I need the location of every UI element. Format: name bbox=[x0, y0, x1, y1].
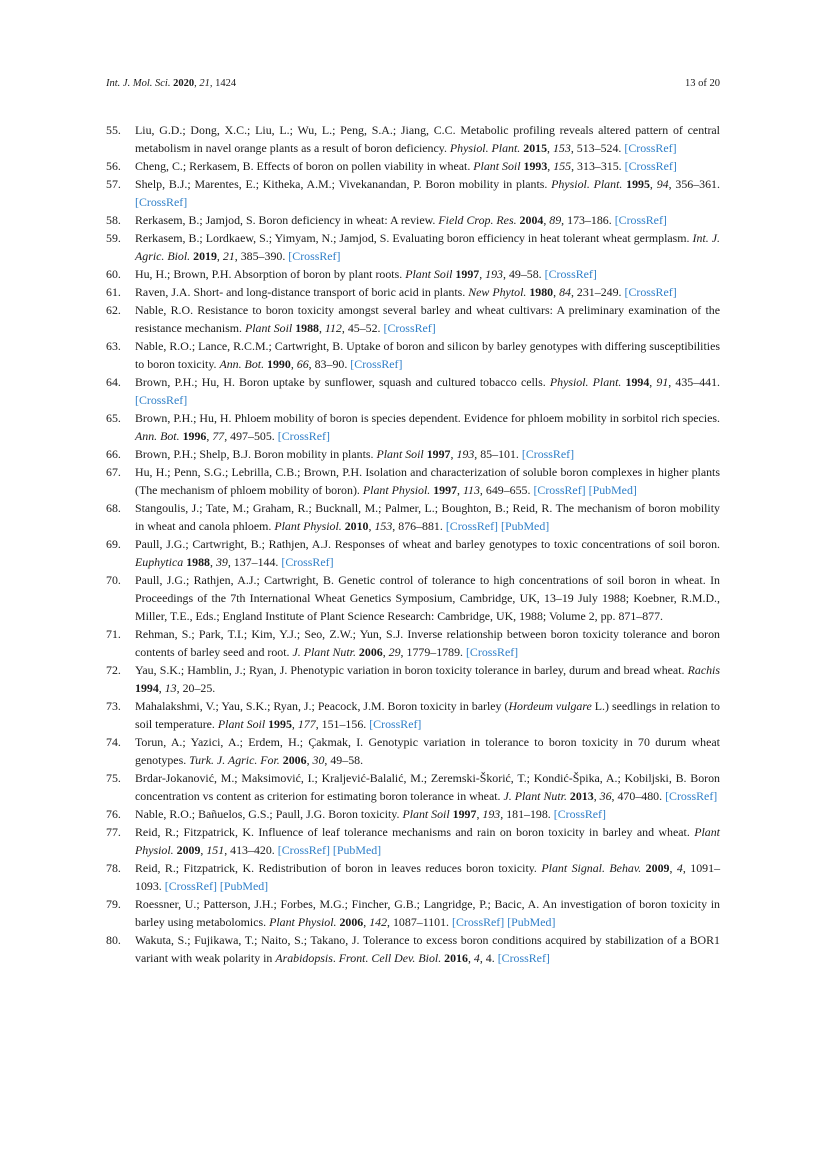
reference-pages: 49–58. bbox=[508, 267, 542, 281]
reference-item bbox=[106, 571, 720, 625]
reference-pages: 231–249. bbox=[576, 285, 622, 299]
reference-journal: Euphytica bbox=[135, 555, 184, 569]
crossref-link[interactable]: [CrossRef] bbox=[497, 951, 550, 965]
reference-year: 2009 bbox=[645, 861, 670, 875]
reference-pages: 49–58. bbox=[330, 753, 364, 767]
page-header bbox=[106, 76, 720, 92]
pubmed-link[interactable]: [PubMed] bbox=[219, 879, 269, 893]
reference-journal: Plant Soil bbox=[473, 159, 521, 173]
reference-item: 67. Hu, H.; Penn, S.G.; Lebrilla, C.B.; Brown, P.H. Isolation and characterization of soluble boron complexes in higher plants (The mechanism of phloem mobility of boron). Plant Physiol. 1997, 113, 649–655. [CrossRef] [PubMed] bbox=[106, 465, 720, 497]
reference-item: 63. Nable, R.O.; Lance, R.C.M.; Cartwright, B. Uptake of boron and silicon by barley genotypes with differing susceptibilities to boron toxicity. Ann. Bot. 1990, 66, 83–90. [CrossRef] bbox=[106, 339, 720, 371]
reference-text: Shelp, B.J.; Marentes, E.; Kitheka, A.M.; Vivekanandan, P. Boron mobility in plants. bbox=[135, 177, 548, 191]
reference-number: 61. bbox=[106, 285, 121, 299]
reference-text: Yau, S.K.; Hamblin, J.; Ryan, J. Phenotypic variation in boron toxicity tolerance in barley, durum and bread wheat. bbox=[135, 663, 685, 677]
reference-item: 65. Brown, P.H.; Hu, H. Phloem mobility of boron is species dependent. Evidence for phloem mobility in sorbitol rich species. Ann. Bot. 1996, 77, 497–505. [CrossRef] bbox=[106, 411, 720, 443]
reference-pages: 1087–1101. bbox=[392, 915, 450, 929]
reference-journal: Plant Physiol. bbox=[362, 483, 431, 497]
reference-year: 2006 bbox=[358, 645, 383, 659]
reference-item: 71. Rehman, S.; Park, T.I.; Kim, Y.J.; Seo, Z.W.; Yun, S.J. Inverse relationship between boron toxicity tolerance and boron contents of barley seed and root. J. Plant Nutr. 2006, 29, 1779–1789. [CrossRef] bbox=[106, 627, 720, 659]
reference-pages: 513–524. bbox=[576, 141, 622, 155]
crossref-link[interactable]: [CrossRef] bbox=[445, 519, 499, 533]
reference-volume: 142 bbox=[369, 915, 388, 929]
header-volume: 21 bbox=[199, 78, 210, 89]
crossref-link[interactable]: [CrossRef] bbox=[350, 357, 403, 371]
reference-volume: 153 bbox=[374, 519, 393, 533]
reference-number: 65. bbox=[106, 411, 121, 425]
reference-volume: 84 bbox=[559, 285, 571, 299]
reference-pages: 649–655. bbox=[485, 483, 531, 497]
crossref-link[interactable]: [CrossRef] bbox=[288, 249, 341, 263]
reference-pages: 1779–1789. bbox=[406, 645, 463, 659]
crossref-link[interactable]: [CrossRef] bbox=[521, 447, 575, 461]
reference-text: Brown, P.H.; Hu, H. Phloem mobility of boron is species dependent. Evidence for phloem mobility in sorbitol rich species. bbox=[135, 411, 720, 425]
crossref-link[interactable]: [CrossRef] bbox=[553, 807, 606, 821]
reference-year: 2006 bbox=[282, 753, 307, 767]
reference-text: Raven, J.A. Short- and long-distance transport of boric acid in plants. bbox=[135, 285, 466, 299]
reference-item: 55. Liu, G.D.; Dong, X.C.; Liu, L.; Wu, L.; Peng, S.A.; Jiang, C.C. Metabolic profiling reveals altered pattern of central metabolism in navel orange plants as a result of boron deficiency. Physiol. Plant. 2015, 153, 513–524. [CrossRef] bbox=[106, 123, 720, 155]
reference-volume: 94 bbox=[656, 177, 669, 191]
crossref-link[interactable]: [CrossRef] bbox=[624, 159, 677, 173]
reference-volume: 36 bbox=[599, 789, 612, 803]
reference-pages: 173–186. bbox=[567, 213, 612, 227]
crossref-link[interactable]: [CrossRef] bbox=[624, 141, 677, 155]
reference-volume: 29 bbox=[388, 645, 401, 659]
reference-volume: 4 bbox=[473, 951, 480, 965]
reference-year: 1997 bbox=[455, 267, 480, 281]
reference-volume: 193 bbox=[485, 267, 503, 281]
reference-number: 73. bbox=[106, 699, 121, 713]
crossref-link[interactable]: [CrossRef] bbox=[383, 321, 436, 335]
reference-text: Torun, A.; Yazici, A.; Erdem, H.; Çakmak, I. Genotypic variation in tolerance to boron toxicity in 70 durum wheat genotypes. bbox=[135, 735, 720, 767]
reference-pages: 20–25. bbox=[182, 681, 216, 695]
reference-year: 1997 bbox=[426, 447, 451, 461]
reference-year: 1995 bbox=[626, 177, 650, 191]
crossref-link[interactable]: [CrossRef] bbox=[665, 789, 718, 803]
reference-item: 64. Brown, P.H.; Hu, H. Boron uptake by sunflower, squash and cultured tobacco cells. Physiol. Plant. 1994, 91, 435–441. [CrossRef] bbox=[106, 375, 720, 407]
reference-number: 75. bbox=[106, 771, 121, 785]
reference-volume: 77 bbox=[212, 429, 225, 443]
reference-number: 63. bbox=[106, 339, 121, 353]
reference-year: 2016 bbox=[444, 951, 468, 965]
reference-pages: 45–52. bbox=[347, 321, 381, 335]
reference-number: 60. bbox=[106, 267, 121, 281]
reference-volume: 39 bbox=[215, 555, 228, 569]
reference-item: 77. Reid, R.; Fitzpatrick, K. Influence of leaf tolerance mechanisms and rain on boron toxicity in barley and wheat. Plant Physiol. 2009, 151, 413–420. [CrossRef] [PubMed] bbox=[106, 825, 720, 857]
reference-journal: Plant Soil bbox=[402, 807, 450, 821]
reference-pages: 151–156. bbox=[321, 717, 367, 731]
reference-volume: 177 bbox=[297, 717, 316, 731]
reference-volume: 4 bbox=[676, 861, 683, 875]
reference-text: Paull, J.G.; Cartwright, B.; Rathjen, A.J. Responses of wheat and barley genotypes to toxic concentrations of soil boron. bbox=[135, 537, 720, 551]
reference-text: Cheng, C.; Rerkasem, B. Effects of boron on pollen viability in wheat. bbox=[135, 159, 471, 173]
crossref-link[interactable]: [CrossRef] bbox=[281, 555, 334, 569]
reference-text: Brdar-Jokanović, M.; Maksimović, I.; Kraljević-Balalić, M.; Zeremski-Škorić, T.; Kondić-Špika, A.; Kobiljski, B. Boron concentration vs content as criterion for estimating boron tolerance in wheat. bbox=[135, 771, 720, 803]
reference-journal: Front. Cell Dev. Biol. bbox=[338, 951, 442, 965]
reference-journal: Physiol. Plant. bbox=[549, 375, 622, 389]
reference-text: Roessner, U.; Patterson, J.H.; Forbes, M.G.; Fincher, G.B.; Langridge, P.; Bacic, A. An investigation of boron toxicity in barley using metabolomics. bbox=[135, 897, 720, 929]
reference-item: 62. Nable, R.O. Resistance to boron toxicity amongst several barley and wheat cultivars: A preliminary examination of the resistance mechanism. Plant Soil 1988, 112, 45–52. [CrossRef] bbox=[106, 303, 720, 335]
reference-pages: 356–361. bbox=[675, 177, 720, 191]
reference-text: Hu, H.; Penn, S.G.; Lebrilla, C.B.; Brown, P.H. Isolation and characterization of soluble boron complexes in higher plants (The mechanism of phloem mobility of boron). bbox=[135, 465, 720, 497]
reference-item: 74. Torun, A.; Yazici, A.; Erdem, H.; Çakmak, I. Genotypic variation in tolerance to boron toxicity in 70 durum wheat genotypes. Turk. J. Agric. For. 2006, 30, 49–58. bbox=[106, 735, 720, 767]
reference-number: 59. bbox=[106, 231, 121, 245]
crossref-link[interactable]: [CrossRef] bbox=[465, 645, 519, 659]
reference-journal: Plant Physiol. bbox=[274, 519, 342, 533]
reference-text: Stangoulis, J.; Tate, M.; Graham, R.; Bucknall, M.; Palmer, L.; Boughton, B.; Reid, R. The mechanism of boron mobility in wheat and canola phloem. bbox=[135, 501, 720, 533]
reference-journal: Field Crop. Res. bbox=[438, 213, 517, 227]
reference-pages: 876–881. bbox=[398, 519, 443, 533]
reference-year: 2010 bbox=[344, 519, 369, 533]
reference-item: 72. Yau, S.K.; Hamblin, J.; Ryan, J. Phenotypic variation in boron toxicity tolerance in barley, durum and bread wheat. Rachis 1994, 13, 20–25. bbox=[106, 663, 720, 695]
reference-year: 1980 bbox=[529, 285, 554, 299]
reference-pages: 497–505. bbox=[230, 429, 275, 443]
page-number: 13 of 20 bbox=[685, 78, 720, 89]
reference-year: 1997 bbox=[433, 483, 458, 497]
reference-item: 69. Paull, J.G.; Cartwright, B.; Rathjen, A.J. Responses of wheat and barley genotypes to toxic concentrations of soil boron. Euphytica 1988, 39, 137–144. [CrossRef] bbox=[106, 537, 720, 569]
reference-item: 76. Nable, R.O.; Bañuelos, G.S.; Paull, J.G. Boron toxicity. Plant Soil 1997, 193, 181–198. [CrossRef] bbox=[106, 807, 606, 821]
pubmed-link[interactable]: [PubMed] bbox=[507, 915, 556, 929]
crossref-link[interactable]: [CrossRef] bbox=[624, 285, 677, 299]
reference-journal: Physiol. Plant. bbox=[551, 177, 623, 191]
reference-pages: 1091–1093. bbox=[135, 861, 721, 893]
reference-year: 1996 bbox=[182, 429, 207, 443]
header-journal: Int. J. Mol. Sci. bbox=[106, 78, 171, 89]
reference-text: Hu, H.; Brown, P.H. Absorption of boron by plant roots. bbox=[135, 267, 403, 281]
reference-journal: Plant Soil bbox=[244, 321, 293, 335]
reference-journal: New Phytol. bbox=[468, 285, 527, 299]
reference-text: Mahalakshmi, V.; Yau, S.K.; Ryan, J.; Peacock, J.M. Boron toxicity in barley (Hordeum vulgare L.) seedlings in relation to soil temperature. bbox=[135, 699, 720, 731]
crossref-link[interactable]: [CrossRef] bbox=[544, 267, 597, 281]
reference-number: 66. bbox=[106, 447, 121, 461]
reference-item: 58. Rerkasem, B.; Jamjod, S. Boron deficiency in wheat: A review. Field Crop. Res. 2004, 89, 173–186. [CrossRef] bbox=[106, 213, 667, 227]
reference-number: 77. bbox=[106, 825, 121, 839]
crossref-link[interactable]: [CrossRef] bbox=[277, 429, 330, 443]
reference-journal: Plant Soil bbox=[376, 447, 424, 461]
reference-number: 62. bbox=[106, 303, 121, 317]
reference-pages: 313–315. bbox=[577, 159, 622, 173]
reference-pages: 413–420. bbox=[230, 843, 275, 857]
reference-journal: Ann. Bot. bbox=[135, 429, 180, 443]
reference-item: 79. Roessner, U.; Patterson, J.H.; Forbes, M.G.; Fincher, G.B.; Langridge, P.; Bacic, A. An investigation of boron toxicity in barley using metabolomics. Plant Physiol. 2006, 142, 1087–1101. [CrossRef] [PubMed] bbox=[106, 897, 720, 929]
crossref-link[interactable]: [CrossRef] bbox=[533, 483, 586, 497]
crossref-link[interactable]: [CrossRef] bbox=[614, 213, 667, 227]
reference-year: 1994 bbox=[625, 375, 650, 389]
reference-year: 1993 bbox=[523, 159, 548, 173]
reference-volume: 89 bbox=[549, 213, 562, 227]
reference-text: Nable, R.O.; Lance, R.C.M.; Cartwright, B. Uptake of boron and silicon by barley genotypes with differing susceptibilities to boron toxicity. bbox=[135, 339, 720, 371]
crossref-link[interactable]: [CrossRef] bbox=[277, 843, 330, 857]
reference-text: Wakuta, S.; Fujikawa, T.; Naito, S.; Takano, J. Tolerance to excess boron conditions acquired by stabilization of a BOR1 variant with weak polarity in Arabidopsis. bbox=[135, 933, 720, 965]
crossref-link[interactable]: [CrossRef] bbox=[135, 195, 188, 209]
reference-journal: Plant Physiol. bbox=[135, 825, 720, 857]
reference-item: 80. Wakuta, S.; Fujikawa, T.; Naito, S.; Takano, J. Tolerance to excess boron conditions acquired by stabilization of a BOR1 variant with weak polarity in Arabidopsis. Front. Cell Dev. Biol. 2016, 4, 4. [CrossRef] bbox=[106, 933, 720, 965]
reference-year: 2009 bbox=[176, 843, 201, 857]
reference-number: 69. bbox=[106, 537, 121, 551]
reference-item: 78. Reid, R.; Fitzpatrick, K. Redistribution of boron in leaves reduces boron toxicity. Plant Signal. Behav. 2009, 4, 1091–1093. [CrossRef] [PubMed] bbox=[106, 861, 721, 893]
reference-journal: Rachis bbox=[687, 663, 720, 677]
pubmed-link[interactable]: [PubMed] bbox=[588, 483, 637, 497]
reference-text: Rerkasem, B.; Jamjod, S. Boron deficiency in wheat: A review. bbox=[135, 213, 436, 227]
reference-journal: Physiol. Plant. bbox=[449, 141, 521, 155]
reference-text: Reid, R.; Fitzpatrick, K. Redistribution of boron in leaves reduces boron toxicity. bbox=[135, 861, 537, 875]
reference-journal: Turk. J. Agric. For. bbox=[189, 753, 280, 767]
reference-pages: 4. bbox=[485, 951, 495, 965]
reference-volume: 193 bbox=[456, 447, 475, 461]
reference-number: 71. bbox=[106, 627, 121, 641]
reference-year: 2015 bbox=[523, 141, 548, 155]
reference-volume: 30 bbox=[312, 753, 325, 767]
reference-year: 2006 bbox=[339, 915, 364, 929]
reference-volume: 153 bbox=[552, 141, 571, 155]
reference-pages: 85–101. bbox=[480, 447, 519, 461]
header-article: 1424 bbox=[215, 78, 237, 89]
reference-year: 2013 bbox=[569, 789, 594, 803]
reference-journal: Plant Soil bbox=[405, 267, 453, 281]
reference-pages: 181–198. bbox=[506, 807, 551, 821]
reference-text: Rerkasem, B.; Lordkaew, S.; Yimyam, N.; Jamjod, S. Evaluating boron efficiency in heat tolerant wheat germplasm. bbox=[135, 231, 690, 245]
reference-pages: 137–144. bbox=[233, 555, 279, 569]
reference-journal: Plant Signal. Behav. bbox=[541, 861, 642, 875]
reference-journal: J. Plant Nutr. bbox=[292, 645, 356, 659]
reference-year: 2004 bbox=[519, 213, 544, 227]
reference-journal: Plant Soil bbox=[217, 717, 266, 731]
reference-item: 66. Brown, P.H.; Shelp, B.J. Boron mobility in plants. Plant Soil 1997, 193, 85–101. [CrossRef] bbox=[106, 447, 575, 461]
pubmed-link[interactable]: [PubMed] bbox=[332, 843, 382, 857]
reference-pages: 435–441. bbox=[675, 375, 720, 389]
reference-item: 61. Raven, J.A. Short- and long-distance transport of boric acid in plants. New Phytol. 1980, 84, 231–249. [CrossRef] bbox=[106, 285, 677, 299]
reference-number: 68. bbox=[106, 501, 121, 515]
reference-journal: Int. J. Agric. Biol. bbox=[135, 231, 720, 263]
reference-volume: 91 bbox=[656, 375, 669, 389]
reference-number: 55. bbox=[106, 123, 121, 137]
reference-volume: 66 bbox=[296, 357, 309, 371]
reference-item: 59. Rerkasem, B.; Lordkaew, S.; Yimyam, N.; Jamjod, S. Evaluating boron efficiency in heat tolerant wheat germplasm. Int. J. Agric. Biol. 2019, 21, 385–390. [CrossRef] bbox=[106, 231, 720, 263]
reference-text: Reid, R.; Fitzpatrick, K. Influence of leaf tolerance mechanisms and rain on boron toxicity in barley and wheat. bbox=[135, 825, 690, 839]
reference-volume: 193 bbox=[482, 807, 501, 821]
reference-number: 76. bbox=[106, 807, 121, 821]
reference-number: 67. bbox=[106, 465, 121, 479]
reference-volume: 113 bbox=[462, 483, 480, 497]
reference-volume: 112 bbox=[324, 321, 342, 335]
reference-year: 1997 bbox=[452, 807, 477, 821]
reference-item: 75. Brdar-Jokanović, M.; Maksimović, I.; Kraljević-Balalić, M.; Zeremski-Škorić, T.; Kondić-Špika, A.; Kobiljski, B. Boron concentration vs content as criterion for estimating boron tolerance in wheat. J. Plant Nutr. 2013, 36, 470–480. [CrossRef] bbox=[106, 771, 720, 803]
reference-number: 64. bbox=[106, 375, 121, 389]
crossref-link[interactable]: [CrossRef] bbox=[164, 879, 217, 893]
reference-number: 72. bbox=[106, 663, 121, 677]
reference-number: 56. bbox=[106, 159, 121, 173]
reference-list bbox=[106, 121, 720, 967]
reference-journal: J. Plant Nutr. bbox=[503, 789, 567, 803]
header-citation: Int. J. Mol. Sci. 2020, 21, 1424 bbox=[106, 78, 237, 89]
reference-year: 1988 bbox=[295, 321, 319, 335]
reference-number: 79. bbox=[106, 897, 121, 911]
reference-year: 1990 bbox=[267, 357, 291, 371]
reference-year: 1995 bbox=[268, 717, 292, 731]
reference-item: 60. Hu, H.; Brown, P.H. Absorption of boron by plant roots. Plant Soil 1997, 193, 49–58. [CrossRef] bbox=[106, 267, 597, 281]
reference-item: 68. Stangoulis, J.; Tate, M.; Graham, R.; Bucknall, M.; Palmer, L.; Boughton, B.; Reid, R. The mechanism of boron mobility in wheat and canola phloem. Plant Physiol. 2010, 153, 876–881. [CrossRef] [PubMed] bbox=[106, 501, 720, 533]
reference-text: Brown, P.H.; Hu, H. Boron uptake by sunflower, squash and cultured tobacco cells. bbox=[135, 375, 546, 389]
crossref-link[interactable]: [CrossRef] bbox=[135, 393, 188, 407]
reference-text: Liu, G.D.; Dong, X.C.; Liu, L.; Wu, L.; Peng, S.A.; Jiang, C.C. Metabolic profiling reveals altered pattern of central metabolism in navel orange plants as a result of boron deficiency. bbox=[135, 123, 720, 155]
reference-text: Brown, P.H.; Shelp, B.J. Boron mobility in plants. bbox=[135, 447, 374, 461]
reference-pages: 83–90. bbox=[314, 357, 348, 371]
reference-text: Rehman, S.; Park, T.I.; Kim, Y.J.; Seo, Z.W.; Yun, S.J. Inverse relationship between boron toxicity tolerance and boron contents of barley seed and root. bbox=[135, 627, 720, 659]
reference-volume: 155 bbox=[553, 159, 572, 173]
reference-number: 57. bbox=[106, 177, 121, 191]
header-year: 2020 bbox=[173, 78, 195, 89]
reference-text: Nable, R.O.; Bañuelos, G.S.; Paull, J.G. Boron toxicity. bbox=[135, 807, 400, 821]
reference-text: Paull, J.G.; Rathjen, A.J.; Cartwright, B. Genetic control of tolerance to high concentrations of soil boron in wheat. In Proceedings of the 7th International Wheat Genetics Symposium, Cambridge, UK, 13–19 July 1988; Koebner, R.M.D., Miller, T.E., Eds.; England Institute of Plant Science Research: Cambridge, UK, 1988; Volume 2, pp. 871–877. bbox=[135, 573, 720, 623]
reference-year: 1988 bbox=[186, 555, 210, 569]
reference-pages: 385–390. bbox=[240, 249, 286, 263]
reference-number: 78. bbox=[106, 861, 121, 875]
reference-year: 1994 bbox=[135, 681, 159, 695]
reference-number: 80. bbox=[106, 933, 121, 947]
reference-item: 73. Mahalakshmi, V.; Yau, S.K.; Ryan, J.; Peacock, J.M. Boron toxicity in barley (Hordeum vulgare L.) seedlings in relation to soil temperature. Plant Soil 1995, 177, 151–156. [CrossRef] bbox=[106, 699, 720, 731]
reference-year: 2019 bbox=[193, 249, 217, 263]
reference-volume: 21 bbox=[222, 249, 235, 263]
reference-item: 56. Cheng, C.; Rerkasem, B. Effects of boron on pollen viability in wheat. Plant Soil 1993, 155, 313–315. [CrossRef] bbox=[106, 159, 677, 173]
reference-journal: Ann. Bot. bbox=[219, 357, 265, 371]
reference-number: 70. bbox=[106, 573, 121, 587]
reference-item: 57. Shelp, B.J.; Marentes, E.; Kitheka, A.M.; Vivekanandan, P. Boron mobility in plants. Physiol. Plant. 1995, 94, 356–361. [CrossRef] bbox=[106, 177, 720, 209]
reference-volume: 151 bbox=[206, 843, 225, 857]
reference-number: 74. bbox=[106, 735, 121, 749]
pubmed-link[interactable]: [PubMed] bbox=[501, 519, 550, 533]
reference-pages: 470–480. bbox=[617, 789, 663, 803]
crossref-link[interactable]: [CrossRef] bbox=[369, 717, 422, 731]
reference-number: 58. bbox=[106, 213, 121, 227]
crossref-link[interactable]: [CrossRef] bbox=[452, 915, 505, 929]
reference-journal: Plant Physiol. bbox=[269, 915, 337, 929]
reference-text: Nable, R.O. Resistance to boron toxicity amongst several barley and wheat cultivars: A preliminary examination of the resistance mechanism. bbox=[135, 303, 720, 335]
reference-volume: 13 bbox=[164, 681, 177, 695]
